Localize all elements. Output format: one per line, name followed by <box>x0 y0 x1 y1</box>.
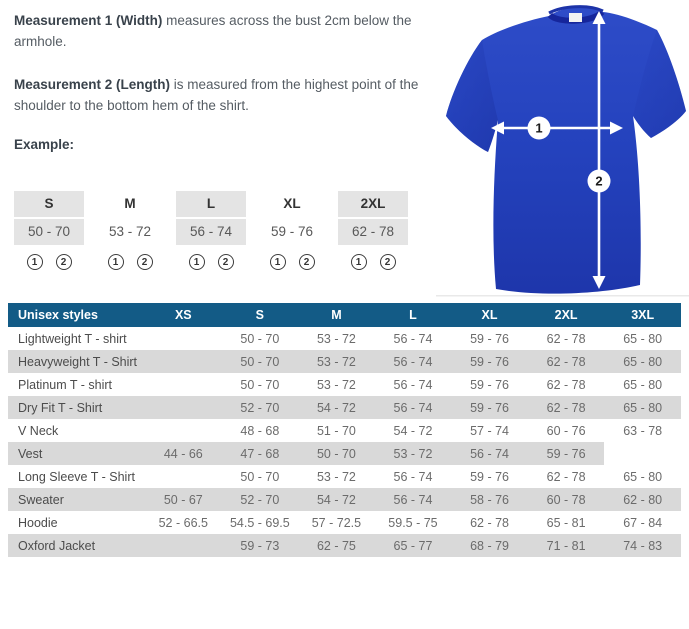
example-size-range: 59 - 76 <box>270 224 314 239</box>
example-size-range: 50 - 70 <box>14 219 84 245</box>
example-size-range: 53 - 72 <box>108 224 152 239</box>
size-range-cell: 56 - 74 <box>375 327 452 350</box>
style-name-cell: Platinum T - shirt <box>8 373 145 396</box>
size-range-cell: 50 - 70 <box>222 465 299 488</box>
example-size-label: M <box>124 196 136 211</box>
style-name-cell: Dry Fit T - Shirt <box>8 396 145 419</box>
measurement-2-badge-icon: 2 <box>218 254 234 270</box>
size-range-cell: 56 - 74 <box>375 373 452 396</box>
size-range-cell: 59 - 76 <box>451 327 528 350</box>
size-range-cell: 71 - 81 <box>528 534 605 557</box>
table-row <box>8 373 681 396</box>
size-range-cell: 44 - 66 <box>145 442 222 465</box>
size-range-cell: 52 - 66.5 <box>145 511 222 534</box>
measurement-2-badge-icon: 2 <box>299 254 315 270</box>
tshirt-image <box>436 0 689 298</box>
size-range-cell: 52 - 70 <box>222 488 299 511</box>
table-row <box>8 396 681 419</box>
size-range-cell: 53 - 72 <box>298 465 375 488</box>
example-size-label: XL <box>283 196 301 211</box>
style-name-cell: Oxford Jacket <box>8 534 145 557</box>
size-range-cell: 60 - 76 <box>528 419 605 442</box>
measurement-1-badge-icon: 1 <box>108 254 124 270</box>
size-range-cell: 56 - 74 <box>375 396 452 419</box>
measurement-badges <box>257 254 327 270</box>
size-range-cell: 65 - 80 <box>604 327 681 350</box>
style-name-cell: Lightweight T - shirt <box>8 327 145 350</box>
size-table <box>8 303 681 557</box>
size-range-cell: 53 - 72 <box>298 373 375 396</box>
measurement-badges <box>95 254 165 270</box>
table-row <box>8 350 681 373</box>
table-row <box>8 327 681 350</box>
example-size-column <box>338 191 408 270</box>
size-range-cell: 59 - 76 <box>451 350 528 373</box>
size-range-cell: 62 - 78 <box>451 511 528 534</box>
measurement-2-badge-icon: 2 <box>380 254 396 270</box>
size-range-cell: 53 - 72 <box>298 350 375 373</box>
example-size-range: 56 - 74 <box>176 219 246 245</box>
size-range-cell: 56 - 74 <box>375 350 452 373</box>
table-row <box>8 534 681 557</box>
size-range-cell: 56 - 74 <box>375 465 452 488</box>
size-range-cell: 52 - 70 <box>222 396 299 419</box>
example-columns <box>14 191 408 270</box>
size-range-cell: 47 - 68 <box>222 442 299 465</box>
length-marker-badge: 2 <box>595 173 603 189</box>
width-marker-badge: 1 <box>535 120 543 136</box>
size-range-cell: 62 - 78 <box>528 465 605 488</box>
size-range-cell: 59 - 73 <box>222 534 299 557</box>
style-name-cell: Heavyweight T - Shirt <box>8 350 145 373</box>
measurement-1-badge-icon: 1 <box>27 254 43 270</box>
tshirt-photo <box>436 0 689 298</box>
size-range-cell: 53 - 72 <box>375 442 452 465</box>
size-range-cell: 53 - 72 <box>298 327 375 350</box>
size-range-cell: 50 - 70 <box>222 373 299 396</box>
measurement-badges <box>14 254 84 270</box>
measurement-1-text: measures across the bust 2cm below the armhole. <box>14 13 412 49</box>
size-range-cell: 50 - 70 <box>222 327 299 350</box>
size-range-cell <box>145 350 222 373</box>
measurement-2-title: Measurement 2 (Length) <box>14 77 171 92</box>
size-range-cell: 50 - 67 <box>145 488 222 511</box>
size-range-cell <box>145 465 222 488</box>
size-range-cell: 65 - 80 <box>604 373 681 396</box>
size-range-cell: 65 - 81 <box>528 511 605 534</box>
photo-edge <box>436 295 689 297</box>
measurement-1-description <box>14 10 442 52</box>
header-s: S <box>222 303 299 327</box>
size-range-cell: 68 - 79 <box>451 534 528 557</box>
example-size-column <box>14 191 84 270</box>
measurement-1-title: Measurement 1 (Width) <box>14 13 163 28</box>
size-table-section <box>8 303 681 557</box>
example-size-range: 62 - 78 <box>338 219 408 245</box>
size-range-cell: 62 - 78 <box>528 396 605 419</box>
style-name-cell: Hoodie <box>8 511 145 534</box>
size-range-cell <box>145 327 222 350</box>
header-xs: XS <box>145 303 222 327</box>
table-row <box>8 488 681 511</box>
style-name-cell: V Neck <box>8 419 145 442</box>
size-range-cell: 59 - 76 <box>528 442 605 465</box>
example-heading: Example: <box>14 137 75 152</box>
measurement-1-badge-icon: 1 <box>189 254 205 270</box>
size-range-cell: 59 - 76 <box>451 396 528 419</box>
example-size-column <box>95 191 165 270</box>
size-range-cell: 62 - 80 <box>604 488 681 511</box>
size-range-cell: 63 - 78 <box>604 419 681 442</box>
table-row <box>8 511 681 534</box>
size-range-cell: 59 - 76 <box>451 373 528 396</box>
header-l: L <box>375 303 452 327</box>
size-range-cell: 59.5 - 75 <box>375 511 452 534</box>
size-range-cell: 65 - 77 <box>375 534 452 557</box>
size-range-cell <box>145 419 222 442</box>
size-range-cell: 57 - 74 <box>451 419 528 442</box>
collar-label-tag <box>569 13 582 22</box>
size-range-cell: 62 - 75 <box>298 534 375 557</box>
measurement-1-badge-icon: 1 <box>270 254 286 270</box>
size-range-cell: 57 - 72.5 <box>298 511 375 534</box>
style-name-cell: Vest <box>8 442 145 465</box>
size-range-cell: 62 - 78 <box>528 327 605 350</box>
size-range-cell: 51 - 70 <box>298 419 375 442</box>
size-range-cell <box>145 373 222 396</box>
header-unisex-styles: Unisex styles <box>8 303 145 327</box>
size-range-cell: 65 - 80 <box>604 465 681 488</box>
measurement-1-badge-icon: 1 <box>351 254 367 270</box>
size-range-cell: 54 - 72 <box>298 488 375 511</box>
style-name-cell: Sweater <box>8 488 145 511</box>
measurement-2-text: is measured from the highest point of the shoulder to the bottom hem of the shirt. <box>14 77 419 113</box>
measurement-2-description <box>14 74 442 116</box>
table-row <box>8 442 681 465</box>
size-range-cell: 56 - 74 <box>375 488 452 511</box>
header-3xl: 3XL <box>604 303 681 327</box>
size-range-cell: 65 - 80 <box>604 396 681 419</box>
size-range-cell: 48 - 68 <box>222 419 299 442</box>
style-name-cell: Long Sleeve T - Shirt <box>8 465 145 488</box>
table-row <box>8 465 681 488</box>
size-range-cell: 62 - 78 <box>528 373 605 396</box>
measurement-2-badge-icon: 2 <box>56 254 72 270</box>
size-range-cell: 58 - 76 <box>451 488 528 511</box>
example-size-column <box>176 191 246 270</box>
size-range-cell: 59 - 76 <box>451 465 528 488</box>
size-range-cell <box>145 534 222 557</box>
example-size-column <box>257 191 327 270</box>
measurement-badges <box>338 254 408 270</box>
size-range-cell <box>604 442 681 465</box>
size-range-cell <box>145 396 222 419</box>
size-range-cell: 67 - 84 <box>604 511 681 534</box>
size-range-cell: 60 - 78 <box>528 488 605 511</box>
size-range-cell: 74 - 83 <box>604 534 681 557</box>
example-size-label: 2XL <box>338 191 408 217</box>
size-table-body <box>8 327 681 557</box>
size-range-cell: 50 - 70 <box>222 350 299 373</box>
header-xl: XL <box>451 303 528 327</box>
example-size-label: L <box>176 191 246 217</box>
header-m: M <box>298 303 375 327</box>
measurement-2-badge-icon: 2 <box>137 254 153 270</box>
header-2xl: 2XL <box>528 303 605 327</box>
size-range-cell: 54.5 - 69.5 <box>222 511 299 534</box>
size-range-cell: 56 - 74 <box>451 442 528 465</box>
example-size-label: S <box>14 191 84 217</box>
size-range-cell: 65 - 80 <box>604 350 681 373</box>
measurement-badges <box>176 254 246 270</box>
table-row <box>8 419 681 442</box>
size-range-cell: 54 - 72 <box>298 396 375 419</box>
table-header-row <box>8 303 681 327</box>
size-range-cell: 54 - 72 <box>375 419 452 442</box>
size-range-cell: 50 - 70 <box>298 442 375 465</box>
size-range-cell: 62 - 78 <box>528 350 605 373</box>
measurement-instructions <box>14 10 442 138</box>
